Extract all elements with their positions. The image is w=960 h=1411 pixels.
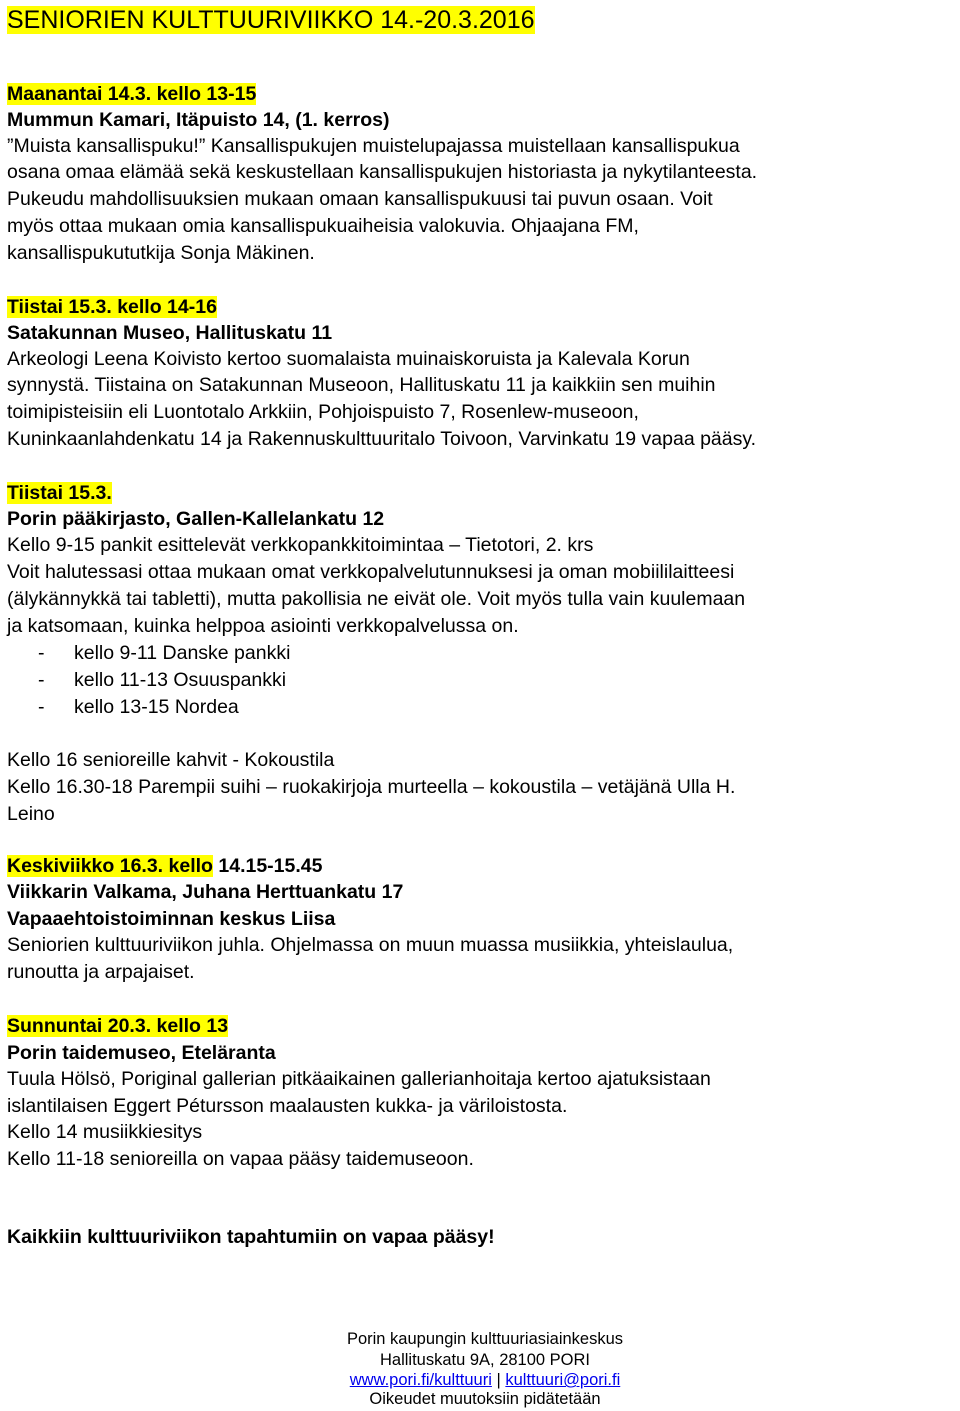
tuesday-extra-1: Kello 16 senioreille kahvit - Kokoustila [7,749,335,771]
sunday-text-1: Tuula Hölsö, Poriginal gallerian pitkäaikainen gallerianhoitaja kertoo ajatuksistaan [7,1068,711,1090]
footer-links [0,1371,960,1390]
tuesday-library-text-3: (älykännykkä tai tabletti), mutta pakollisia ne eivät ole. Voit myös tulla vain kuulemaan [7,588,746,610]
tuesday-text-3: toimipisteisiin eli Luontotalo Arkkiin, Pohjoispuisto 7, Rosenlew-museoon, [7,401,639,423]
tuesday-extra-2: Kello 16.30-18 Parempii suihi – ruokakirjoja murteella – kokoustila – vetäjänä Ulla H. [7,776,736,798]
sunday-date: Sunnuntai 20.3. kello 13 [7,1015,229,1037]
sunday-place: Porin taidemuseo, Eteläranta [7,1042,276,1064]
closing-statement: Kaikkiin kulttuuriviikon tapahtumiin on vapaa pääsy! [7,1226,495,1248]
sunday-text-4: Kello 11-18 senioreilla on vapaa pääsy taidemuseoon. [7,1148,474,1170]
bullet-dash: - [38,696,45,718]
tuesday-text-1: Arkeologi Leena Koivisto kertoo suomalaista muinaiskoruista ja Kalevala Korun [7,348,690,370]
tuesday-library-place: Porin pääkirjasto, Gallen-Kallelankatu 12 [7,508,385,530]
wednesday-place: Viikkarin Valkama, Juhana Herttuankatu 17 [7,881,404,903]
monday-text-5: kansallispukututkija Sonja Mäkinen. [7,242,315,264]
bullet-item-3: kello 13-15 Nordea [74,696,239,718]
sunday-text-3: Kello 14 musiikkiesitys [7,1121,203,1143]
monday-text-4: myös ottaa mukaan omia kansallispukuaiheisia valokuvia. Ohjaajana FM, [7,215,639,237]
wednesday-date: Keskiviikko 16.3. kello 14.15-15.45 [7,855,323,877]
footer-note: Oikeudet muutoksiin pidätetään [369,1390,601,1408]
bullet-item-1: kello 9-11 Danske pankki [74,642,291,664]
bullet-dash: - [38,642,45,664]
monday-text-3: Pukeudu mahdollisuuksien mukaan omaan kansallispukuusi tai puvun osaan. Voit [7,188,713,210]
tuesday-text-4: Kuninkaanlahdenkatu 14 ja Rakennuskulttuuritalo Toivoon, Varvinkatu 19 vapaa pääsy. [7,428,757,450]
bullet-dash: - [38,669,45,691]
wednesday-place-2: Vapaaehtoistoiminnan keskus Liisa [7,908,336,930]
tuesday-library-date: Tiistai 15.3. [7,482,112,504]
monday-date: Maanantai 14.3. kello 13-15 [7,83,257,105]
sunday-text-2: islantilaisen Eggert Pétursson maalausten kukka- ja väriloistosta. [7,1095,568,1117]
footer-org: Porin kaupungin kulttuuriasiainkeskus [346,1330,624,1348]
footer-address: Hallituskatu 9A, 28100 PORI [379,1351,591,1369]
web-link[interactable]: www.pori.fi/kulttuuri [349,1371,492,1389]
email-link[interactable]: kulttuuri@pori.fi [505,1371,621,1389]
monday-text-2: osana omaa elämää sekä keskustellaan kansallispukujen historiasta ja nykytilanteesta. [7,161,758,183]
wednesday-text-1: Seniorien kulttuuriviikon juhla. Ohjelmassa on muun muassa musiikkia, yhteislaulua, [7,934,734,956]
monday-text-1: ”Muista kansallispuku!” Kansallispukujen muistelupajassa muistellaan kansallispukua [7,135,740,157]
tuesday-date: Tiistai 15.3. kello 14-16 [7,296,217,318]
monday-place: Mummun Kamari, Itäpuisto 14, (1. kerros) [7,109,390,131]
tuesday-text-2: synnystä. Tiistaina on Satakunnan Museoon, Hallituskatu 11 ja kaikkiin sen muihin [7,374,716,396]
tuesday-extra-3: Leino [7,803,55,825]
link-separator: | [496,1371,501,1389]
tuesday-library-text-2: Voit halutessasi ottaa mukaan omat verkkopalvelutunnuksesi ja oman mobiililaitteesi [7,561,735,583]
document-title: SENIORIEN KULTTUURIVIIKKO 14.-20.3.2016 [7,6,535,34]
tuesday-library-text-1: Kello 9-15 pankit esittelevät verkkopankkitoimintaa – Tietotori, 2. krs [7,534,594,556]
wednesday-text-2: runoutta ja arpajaiset. [7,961,195,983]
tuesday-place: Satakunnan Museo, Hallituskatu 11 [7,322,333,344]
tuesday-library-text-4: ja katsomaan, kuinka helppoa asiointi verkkopalvelussa on. [7,615,519,637]
bullet-item-2: kello 11-13 Osuuspankki [74,669,287,691]
